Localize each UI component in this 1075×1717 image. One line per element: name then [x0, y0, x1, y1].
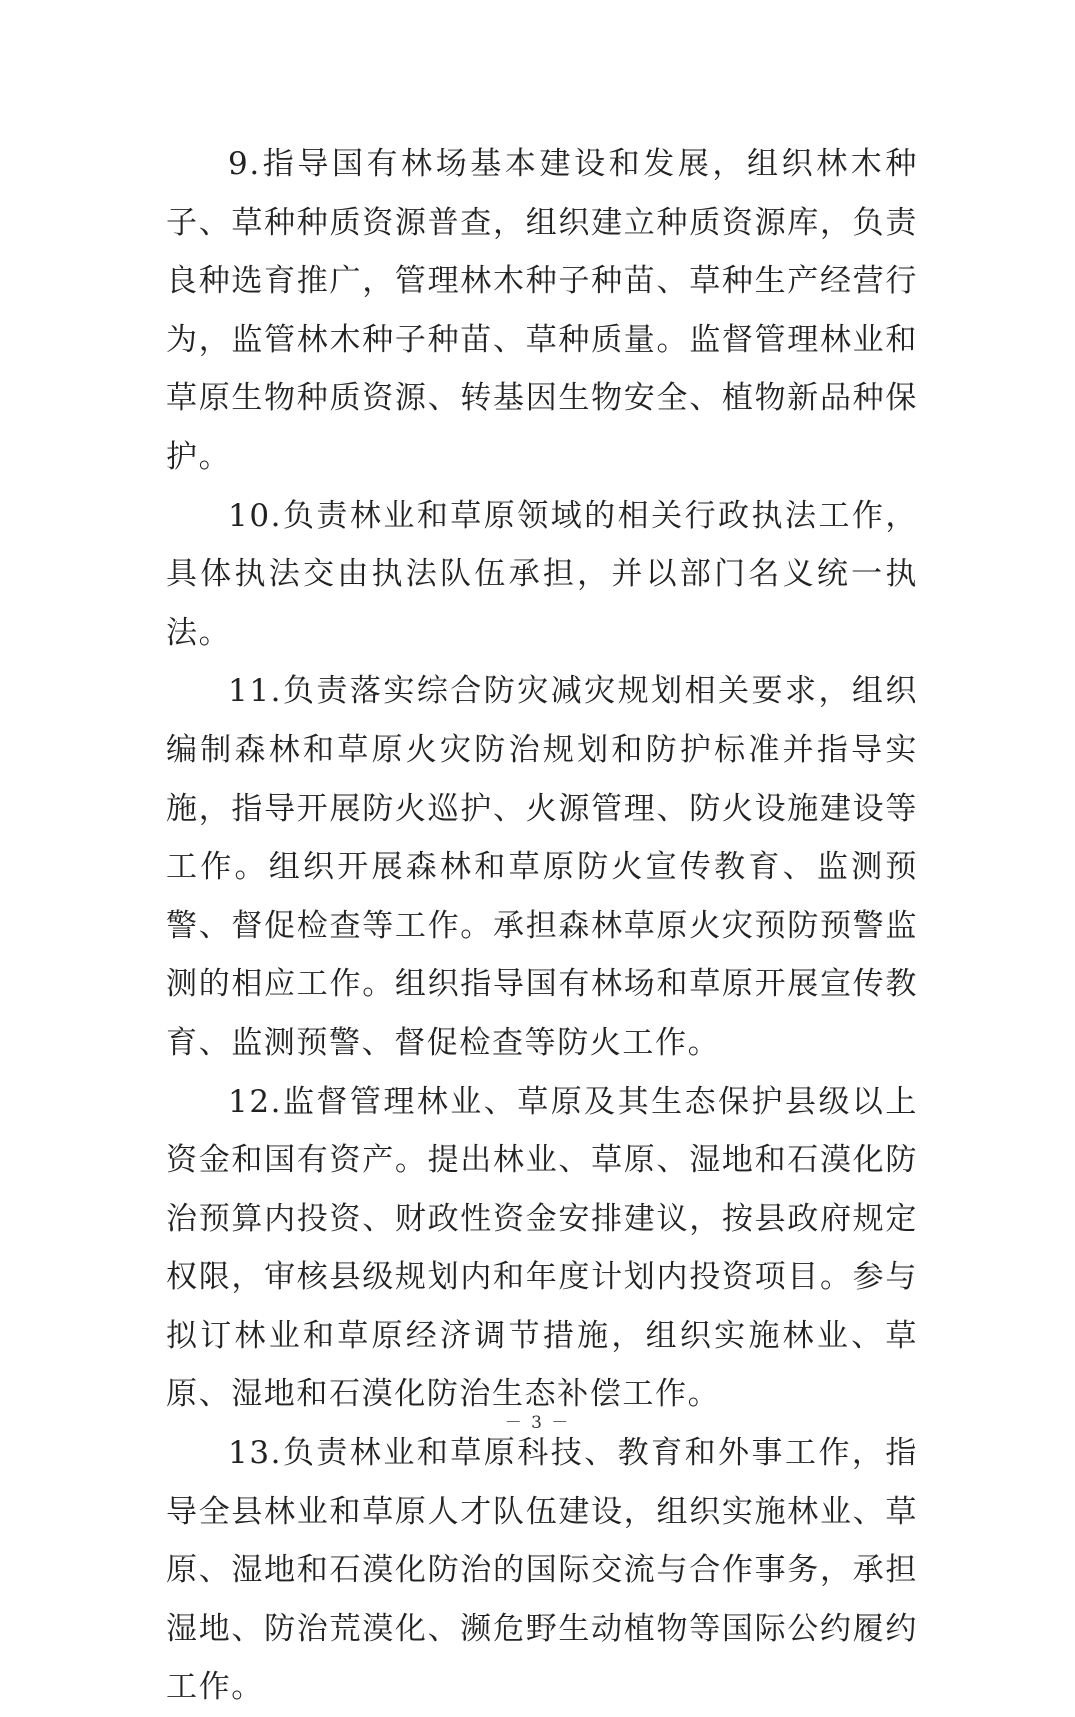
page-number: － 3 － — [504, 1413, 571, 1433]
paragraph-item-11: 11.负责落实综合防灾减灾规划相关要求，组织编制森林和草原火灾防治规划和防护标准并指导实施，指导开展防火巡护、火源管理、防火设施建设等工作。组织开展森林和草原防火宣传教育、监测预警、督促检查等工作。承担森林草原火灾预防预警监测的相应工作。组织指导国有林场和草原开展宣传教育、监测预警、督促检查等防火工作。 — [166, 673, 918, 1061]
paragraph-item-10: 10.负责林业和草原领域的相关行政执法工作，具体执法交由执法队伍承担，并以部门名义统一执法。 — [166, 497, 918, 651]
document-body — [166, 135, 918, 1717]
paragraph-item-9: 9.指导国有林场基本建设和发展，组织林木种子、草种种质资源普查，组织建立种质资源库，负责良种选育推广，管理林木种子种苗、草种生产经营行为，监管林木种子种苗、草种质量。监督管理林业和草原生物种质资源、转基因生物安全、植物新品种保护。 — [166, 146, 918, 475]
paragraph-item-13: 13.负责林业和草原科技、教育和外事工作，指导全县林业和草原人才队伍建设，组织实施林业、草原、湿地和石漠化防治的国际交流与合作事务，承担湿地、防治荒漠化、濒危野生动植物等国际公约履约工作。 — [166, 1435, 918, 1706]
paragraph-item-12: 12.监督管理林业、草原及其生态保护县级以上资金和国有资产。提出林业、草原、湿地和石漠化防治预算内投资、财政性资金安排建议，按县政府规定权限，审核县级规划内和年度计划内投资项目。参与拟订林业和草原经济调节措施，组织实施林业、草原、湿地和石漠化防治生态补偿工作。 — [166, 1083, 918, 1413]
